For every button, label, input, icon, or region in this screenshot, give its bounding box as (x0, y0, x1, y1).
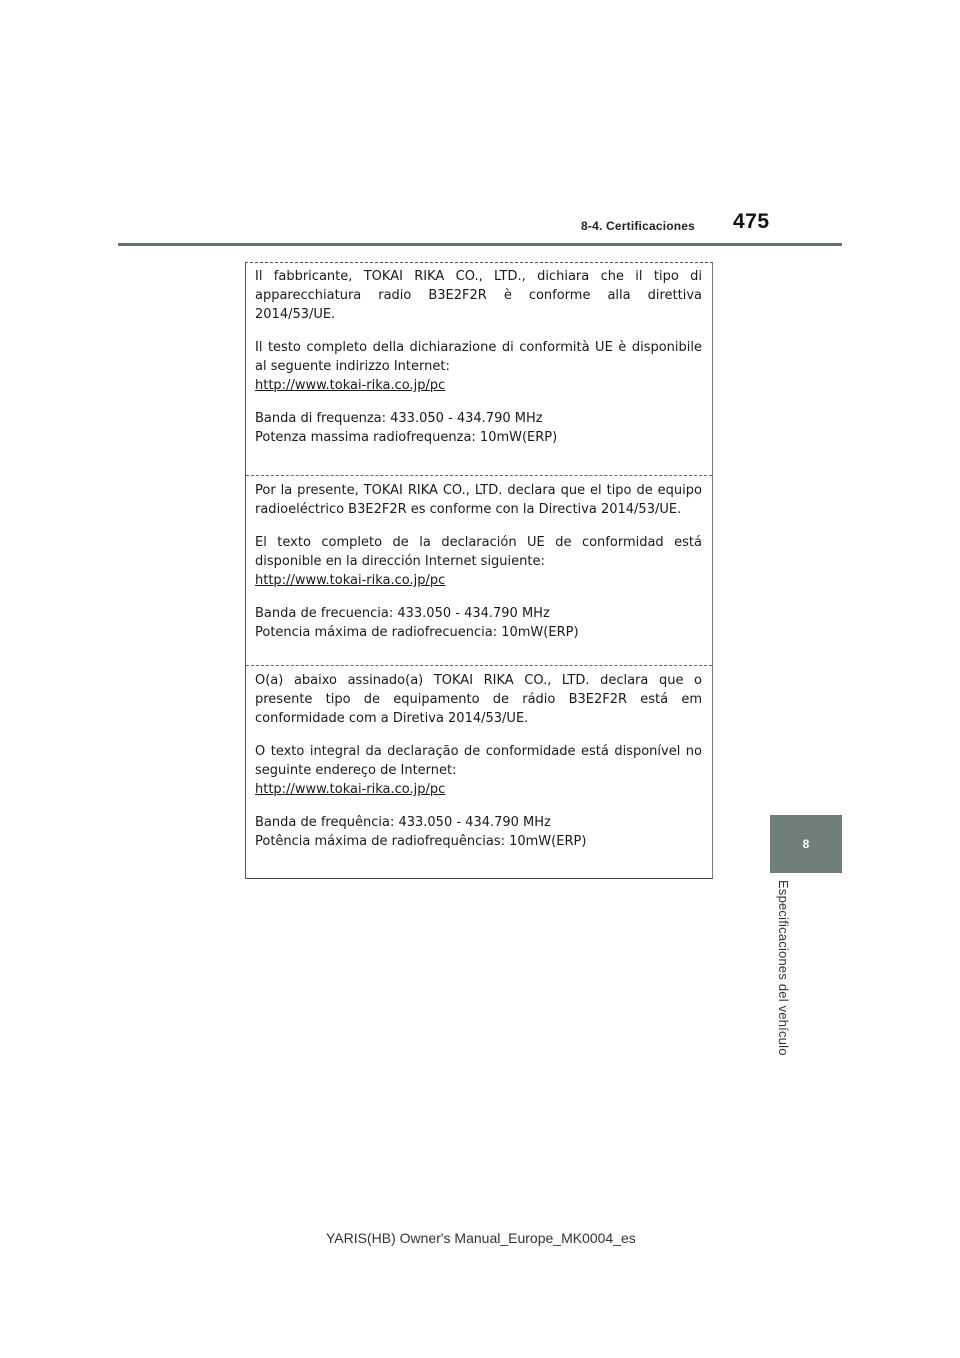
spanish-url-link[interactable]: http://www.tokai-rika.co.jp/pc (255, 573, 446, 588)
portuguese-frequency-band: Banda de frequência: 433.050 - 434.790 MHz (255, 815, 551, 830)
italian-availability-text: Il testo completo della dichiarazione di conformità UE è disponibile al seguente indirizzo Internet: (255, 340, 702, 374)
italian-frequency-band: Banda di frequenza: 433.050 - 434.790 MHz (255, 411, 543, 426)
spanish-availability-text: El texto completo de la declaración UE de conformidad está disponible en la dirección Internet siguiente: (255, 535, 702, 569)
portuguese-declaration-text: O(a) abaixo assinado(a) TOKAI RIKA CO., LTD. declara que o presente tipo de equipamento de rádio B3E2F2R está em conformidade com a Diretiva 2014/53/UE. (255, 673, 702, 726)
italian-declaration-section (246, 267, 712, 461)
chapter-side-label (776, 880, 806, 1066)
spanish-declaration-text: Por la presente, TOKAI RIKA CO., LTD. declara que el tipo de equipo radioeléctrico B3E2F2R es conforme con la Directiva 2014/53/UE. (255, 483, 702, 517)
certification-box (245, 262, 713, 879)
spanish-availability-block (255, 533, 702, 590)
chapter-label: Especificaciones del vehículo (776, 880, 791, 1056)
chapter-number: 8 (802, 837, 810, 851)
italian-url-link[interactable]: http://www.tokai-rika.co.jp/pc (255, 378, 446, 393)
section-divider (246, 665, 712, 666)
manual-footer: YARIS(HB) Owner's Manual_Europe_MK0004_es (326, 1230, 636, 1246)
section-divider (246, 475, 712, 476)
portuguese-declaration-section (246, 671, 712, 865)
italian-declaration-text: Il fabbricante, TOKAI RIKA CO., LTD., dichiara che il tipo di apparecchiatura radio B3E2F2R è conforme alla direttiva 2014/53/UE. (255, 269, 702, 322)
header-divider (118, 243, 842, 246)
spanish-declaration-section (246, 481, 712, 656)
italian-max-power: Potenza massima radiofrequenza: 10mW(ERP) (255, 430, 558, 445)
portuguese-max-power: Potência máxima de radiofrequências: 10mW(ERP) (255, 834, 587, 849)
portuguese-availability-text: O texto integral da declaração de conformidade está disponível no seguinte endereço de Internet: (255, 744, 702, 778)
portuguese-specs-block (255, 813, 702, 851)
spanish-max-power: Potencia máxima de radiofrecuencia: 10mW(ERP) (255, 625, 579, 640)
italian-availability-block (255, 338, 702, 395)
spanish-specs-block (255, 604, 702, 642)
chapter-tab (770, 815, 842, 873)
portuguese-url-link[interactable]: http://www.tokai-rika.co.jp/pc (255, 782, 446, 797)
section-heading: 8-4. Certificaciones (581, 219, 696, 233)
page-number: 475 (733, 210, 770, 233)
spanish-frequency-band: Banda de frecuencia: 433.050 - 434.790 MHz (255, 606, 550, 621)
portuguese-availability-block (255, 742, 702, 799)
italian-specs-block (255, 409, 702, 447)
